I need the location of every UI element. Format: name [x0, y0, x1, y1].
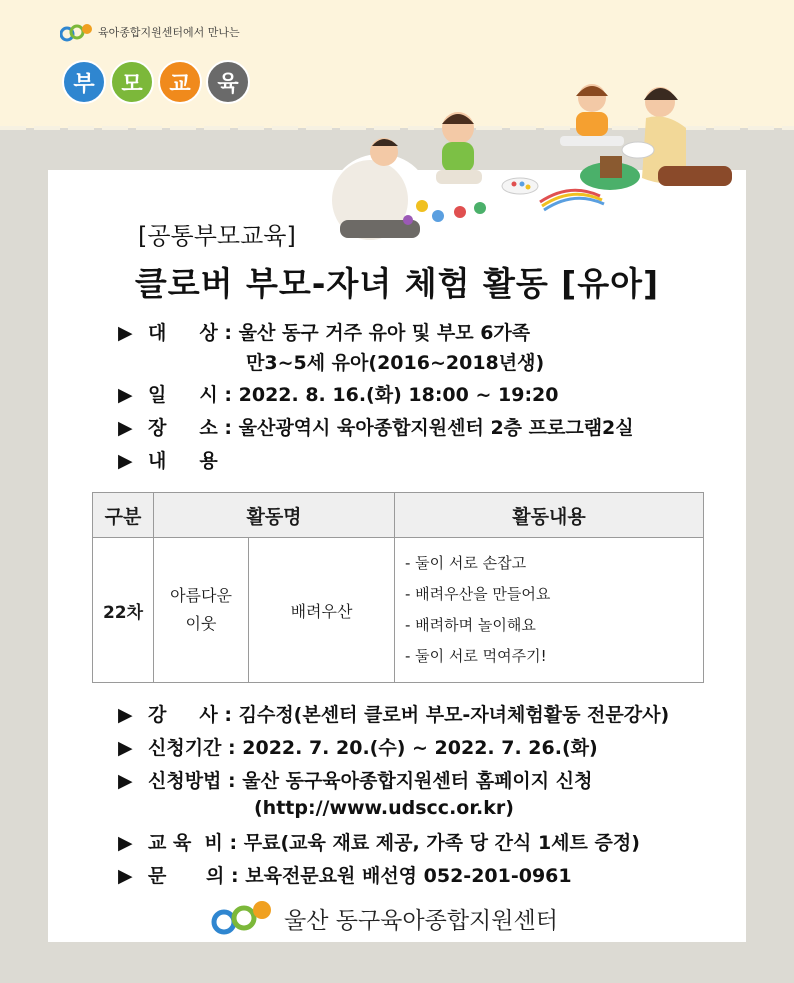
center-logo-icon — [60, 20, 94, 44]
target-label: 대 상 — [148, 322, 218, 344]
col-header-activity-content: 활동내용 — [395, 493, 704, 538]
brand-top — [60, 20, 240, 44]
target-row: ▶ 대 상 : 울산 동구 거주 유아 및 부모 6가족 — [118, 322, 531, 344]
method-label: 신청방법 — [148, 770, 222, 792]
table-header-row — [93, 493, 704, 538]
period-row: ▶ 신청기간 : 2022. 7. 20.(수) ~ 2022. 7. 26.(화) — [118, 737, 598, 759]
badge-0: 부 — [62, 60, 106, 104]
brand-text: 육아종합지원센터에서 만나는 — [98, 26, 240, 39]
list-item: - 둘이 서로 먹여주기! — [405, 647, 547, 665]
col-header-session: 구분 — [93, 493, 154, 538]
arrow-icon: ▶ — [118, 770, 133, 792]
page-title: 클로버 부모-자녀 체험 활동 [유아] — [134, 264, 660, 303]
activity-cell: 배려우산 — [249, 538, 395, 683]
place-row: ▶ 장 소 : 울산광역시 육아종합지원센터 2층 프로그램2실 — [118, 417, 634, 439]
badge-3: 육 — [206, 60, 250, 104]
arrow-icon: ▶ — [118, 832, 133, 854]
period-label: 신청기간 — [148, 737, 222, 759]
arrow-icon: ▶ — [118, 737, 133, 759]
lecturer-row: ▶ 강 사 : 김수정(본센터 클로버 부모-자녀체험활동 전문강사) — [118, 704, 670, 726]
footer-logo — [210, 898, 558, 938]
contact-label: 문 의 — [148, 865, 225, 887]
period-value: 2022. 7. 20.(수) ~ 2022. 7. 26.(화) — [242, 737, 598, 759]
arrow-icon: ▶ — [118, 384, 133, 406]
items-cell — [395, 538, 704, 683]
target-row-2 — [246, 348, 544, 375]
fee-row: ▶ 교 육 비 : 무료(교육 재료 제공, 가족 당 간식 1세트 증정) — [118, 832, 640, 854]
theme-line-2: 이웃 — [185, 614, 217, 633]
fee-label: 교 육 비 — [148, 832, 223, 854]
org-name: 울산 동구육아종합지원센터 — [284, 907, 558, 934]
method-url: (http://www.udscc.or.kr) — [254, 797, 514, 819]
target-value: 울산 동구 거주 유아 및 부모 6가족 — [238, 322, 531, 344]
list-item: - 배려우산을 만들어요 — [405, 585, 551, 603]
content-label: 내 용 — [148, 450, 218, 472]
contact-value: 보육전문요원 배선영 052-201-0961 — [245, 865, 572, 887]
subtitle: [공통부모교육] — [138, 222, 296, 250]
theme-cell — [154, 538, 249, 683]
method-url-row — [254, 797, 514, 819]
method-row: ▶ 신청방법 : 울산 동구육아종합지원센터 홈페이지 신청 — [118, 770, 593, 792]
list-item: - 배려하며 놀이해요 — [405, 616, 536, 634]
arrow-icon: ▶ — [118, 322, 133, 344]
arrow-icon: ▶ — [118, 417, 133, 439]
lecturer-value: 김수정(본센터 클로버 부모-자녀체험활동 전문강사) — [238, 704, 670, 726]
place-label: 장 소 — [148, 417, 218, 439]
arrow-icon: ▶ — [118, 450, 133, 472]
list-item: - 둘이 서로 손잡고 — [405, 554, 527, 572]
badge-2: 교 — [158, 60, 202, 104]
session-cell: 22차 — [93, 538, 154, 683]
date-row: ▶ 일 시 : 2022. 8. 16.(화) 18:00 ~ 19:20 — [118, 384, 559, 406]
date-value: 2022. 8. 16.(화) 18:00 ~ 19:20 — [238, 384, 559, 406]
theme-line-1: 아름다운 — [170, 586, 232, 605]
center-logo-icon — [210, 898, 276, 938]
content-row — [118, 446, 218, 473]
date-label: 일 시 — [148, 384, 218, 406]
badge-1: 모 — [110, 60, 154, 104]
col-header-activity-name: 활동명 — [154, 493, 395, 538]
method-value: 울산 동구육아종합지원센터 홈페이지 신청 — [242, 770, 593, 792]
arrow-icon: ▶ — [118, 865, 133, 887]
table-row — [93, 538, 704, 683]
schedule-table — [92, 492, 704, 683]
fee-value: 무료(교육 재료 제공, 가족 당 간식 1세트 증정) — [243, 832, 640, 854]
program-badges — [62, 60, 250, 104]
contact-row: ▶ 문 의 : 보육전문요원 배선영 052-201-0961 — [118, 865, 572, 887]
target-value-2: 만3~5세 유아(2016~2018년생) — [246, 352, 545, 374]
family-painting-illustration — [310, 80, 794, 260]
lecturer-label: 강 사 — [148, 704, 218, 726]
arrow-icon: ▶ — [118, 704, 133, 726]
place-value: 울산광역시 육아종합지원센터 2층 프로그램2실 — [238, 417, 634, 439]
